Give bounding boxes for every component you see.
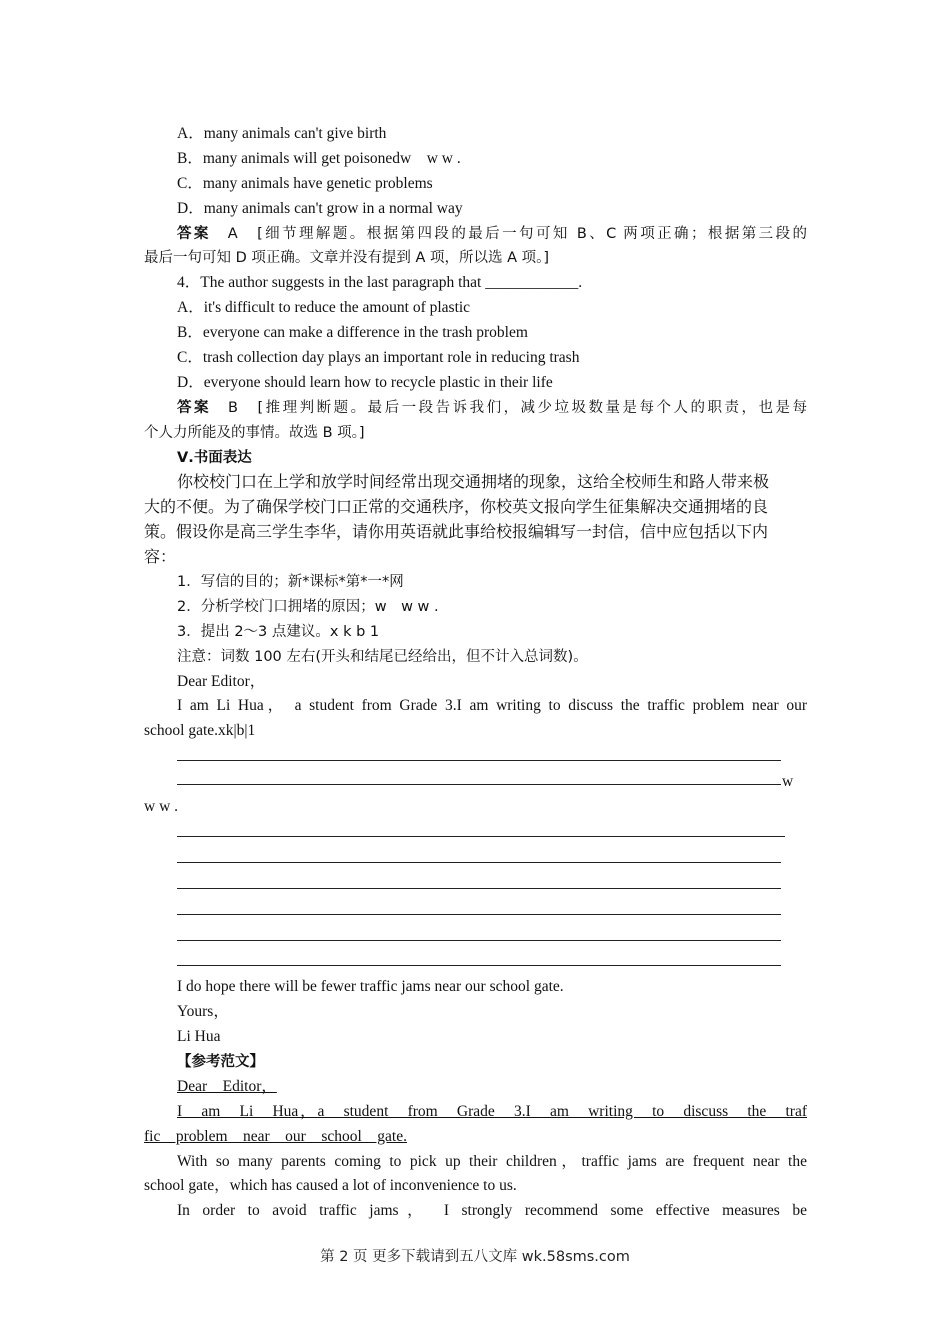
q3-option-d: D．many animals can't grow in a normal way <box>177 199 463 217</box>
letter-opening-2: school gate.xk|b|1 <box>144 722 256 740</box>
sample-line-2 <box>144 1125 807 1150</box>
q4-option-b: B．everyone can make a difference in the trash problem <box>177 324 528 342</box>
answer-label: 答案 <box>177 225 211 242</box>
writing-prompt-1: 你校校门口在上学和放学时间经常出现交通拥堵的现象，这给全校师生和路人带来极 <box>177 472 770 492</box>
sample-heading: 【参考范文】 <box>177 1053 264 1070</box>
q3-option-b: B．many animals will get poisonedw w w . <box>177 149 461 167</box>
q3-answer-line2: 最后一句可知 D 项正确。文章并没有提到 A 项，所以选 A 项。] <box>144 250 550 267</box>
writing-prompt-2: 大的不便。为了确保学校门口正常的交通秩序，你校英文报向学生征集解决交通拥堵的良 <box>144 497 769 517</box>
writing-prompt-3: 策。假设你是高三学生李华，请你用英语就此事给校报编辑写一封信，信中应包括以下内 <box>144 522 769 542</box>
sample-salutation <box>144 1075 807 1100</box>
answer-letter: A <box>227 225 238 242</box>
letter-closing: I do hope there will be fewer traffic jams near our school gate. <box>177 978 564 996</box>
answer-blank-line[interactable] <box>177 924 781 941</box>
stray-text: w <box>782 773 794 791</box>
q4-option-d: D．everyone should learn how to recycle plastic in their life <box>177 373 553 391</box>
q4-answer-line1 <box>144 396 807 421</box>
answer-blank-line[interactable] <box>177 820 785 837</box>
sample-para2-2: school gate，which has caused a lot of inconvenience to us. <box>144 1177 517 1195</box>
answer-explanation-1: [细节理解题。根据第四段的最后一句可知 B、C 两项正确；根据第三段的 <box>257 225 807 242</box>
q3-option-a: A．many animals can't give birth <box>177 125 387 142</box>
stray-text-line: w w . <box>144 798 179 816</box>
letter-yours: Yours， <box>177 1003 229 1021</box>
answer-blank-line[interactable] <box>177 846 781 863</box>
writing-point-2: 2．分析学校门口拥堵的原因；w w w . <box>177 598 439 615</box>
writing-point-3: 3．提出 2～3 点建议。x k b 1 <box>177 623 380 640</box>
q4-answer-line2: 个人力所能及的事情。故选 B 项。] <box>144 424 365 441</box>
q4-stem: 4．The author suggests in the last paragraph that ____________. <box>177 274 583 292</box>
sample-salutation-text: Dear Editor， <box>177 1077 277 1095</box>
page-footer: 第 2 页 更多下载请到五八文库 wk.58sms.com <box>320 1249 630 1265</box>
answer-blank-line-with-w <box>144 770 807 795</box>
sample-para2-1: With so many parents coming to pick up their children，traffic jams are frequent near the <box>177 1152 807 1170</box>
q4-option-a: A．it's difficult to reduce the amount of plastic <box>177 299 471 317</box>
sample-para3-1: In order to avoid traffic jams， I strongly recommend some effective measures be <box>177 1202 807 1220</box>
q3-option-c: C．many animals have genetic problems <box>177 174 433 192</box>
sample-line-1: I am Li Hua，a student from Grade 3.I am writing to discuss the traf <box>177 1102 807 1120</box>
writing-heading: Ⅴ.书面表达 <box>177 449 252 466</box>
writing-point-1: 1．写信的目的；新*课标*第*一*网 <box>177 574 404 591</box>
writing-note: 注意：词数 100 左右(开头和结尾已经给出，但不计入总词数)。 <box>177 648 588 665</box>
answer-explanation-1: [推理判断题。最后一段告诉我们，减少垃圾数量是每个人的职责，也是每 <box>257 399 807 416</box>
answer-blank-line[interactable] <box>177 770 781 785</box>
answer-blank-line[interactable] <box>177 744 781 761</box>
document-page <box>144 122 807 1224</box>
sample-line-2-text: fic problem near our school gate. <box>144 1127 407 1145</box>
writing-prompt-4: 容： <box>144 547 177 567</box>
answer-blank-line[interactable] <box>177 872 781 889</box>
answer-letter: B <box>228 399 238 416</box>
letter-salutation: Dear Editor， <box>177 672 266 690</box>
q3-answer-line1 <box>144 222 807 247</box>
answer-blank-line[interactable] <box>177 949 781 966</box>
letter-signature: Li Hua <box>177 1028 221 1046</box>
letter-opening-1: I am Li Hua， a student from Grade 3.I am writing to discuss the traffic problem near our <box>177 697 807 715</box>
answer-label: 答案 <box>177 399 211 416</box>
answer-blank-line[interactable] <box>177 898 781 915</box>
q4-option-c: C．trash collection day plays an important role in reducing trash <box>177 349 580 367</box>
